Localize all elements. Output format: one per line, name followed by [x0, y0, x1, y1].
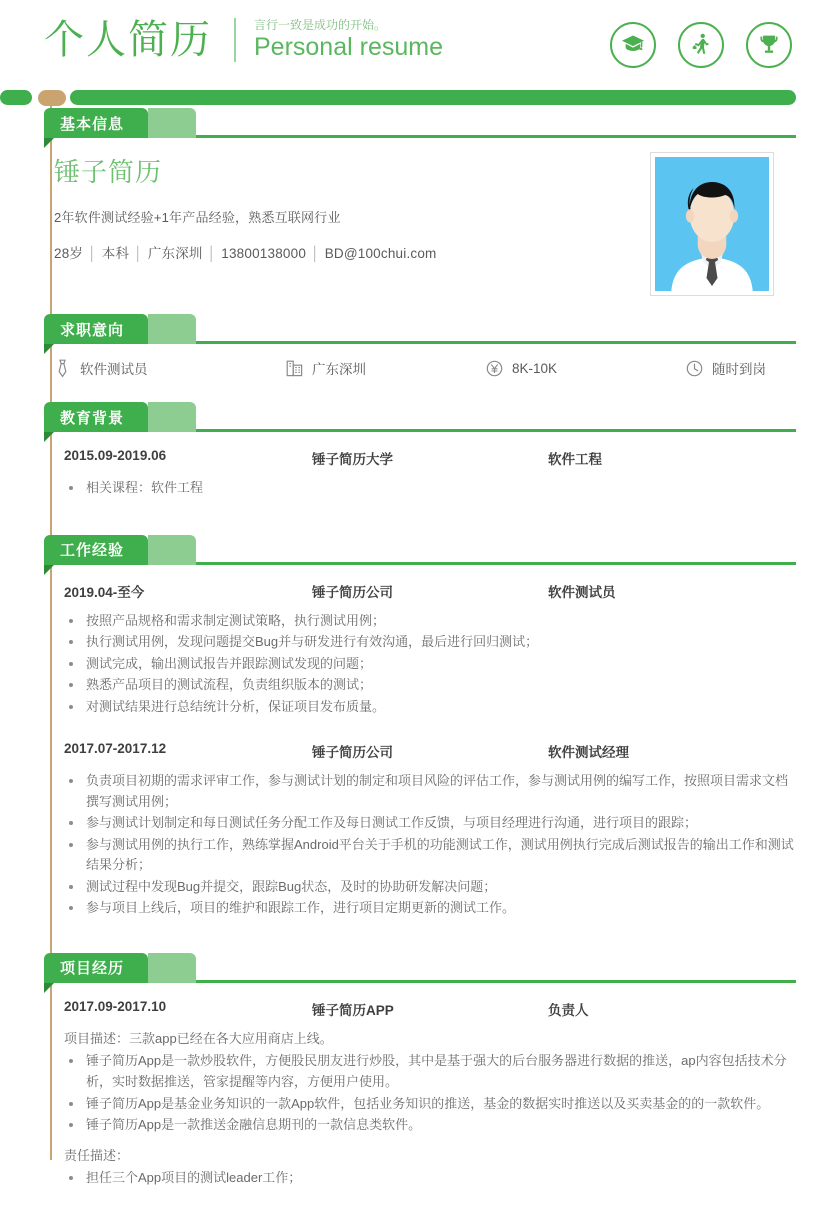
work-entry: [54, 581, 796, 718]
section-header-education: [44, 402, 796, 432]
list-item: 参与项目上线后，项目的维护和跟踪工作，进行项目定期更新的测试工作。: [64, 898, 796, 919]
meta-age: 28岁: [54, 246, 84, 261]
education-body: [44, 432, 796, 515]
section-tab-project: [44, 953, 148, 983]
list-item: 锤子简历App是基金业务知识的一款App软件，包括业务知识的推送，基金的数据实时推送以及买卖基金的的一款软件。: [64, 1094, 796, 1115]
entry-header: [64, 581, 796, 601]
section-tab-notch: [44, 432, 54, 442]
section-tab-basic: [44, 108, 148, 138]
section-tab-label: 项目经历: [60, 960, 125, 978]
tie-icon: [54, 359, 71, 378]
entry-date: 2017.09-2017.10: [64, 998, 167, 1014]
section-tab-accent: [148, 108, 196, 138]
basic-info-body: [44, 138, 796, 296]
list-item: 参与测试用例的执行工作，熟练掌握Android平台关于手机的功能测试工作，测试用例执行完成后测试报告的输出工作和测试结果分析；: [64, 835, 796, 876]
entry-organization: 锤子简历公司: [312, 584, 393, 600]
subtitle-english: Personal resume: [254, 32, 443, 61]
section-work-experience: [44, 535, 796, 935]
section-header-intention: [44, 314, 796, 344]
person-name: 锤子简历: [54, 157, 163, 187]
entry-role: 负责人: [548, 1002, 589, 1018]
meta-phone: 13800138000: [221, 246, 307, 261]
education-bullets: [64, 478, 796, 499]
trophy-icon: [746, 22, 792, 68]
list-item: 测试完成，输出测试报告并跟踪测试发现的问题；: [64, 654, 796, 675]
title-divider: [234, 18, 236, 62]
list-item: 负责项目初期的需求评审工作，参与测试计划的制定和项目风险的评估工作，参与测试用例的编写工作，按照项目需求文档撰写测试用例；: [64, 771, 796, 812]
intention-availability: [686, 358, 766, 378]
avatar: [650, 152, 774, 296]
section-header-project: [44, 953, 796, 983]
entry-organization: 锤子简历大学: [312, 452, 393, 467]
entry-organization: 锤子简历公司: [312, 745, 393, 761]
section-tab-accent: [148, 953, 196, 983]
section-education: [44, 402, 796, 515]
meta-sep: │: [88, 246, 97, 261]
entry-role: 软件测试经理: [548, 745, 629, 761]
brand-subtitle-block: [254, 18, 554, 61]
section-tab-accent: [148, 402, 196, 432]
intention-position-text: 软件测试员: [80, 362, 148, 377]
person-meta: [54, 242, 437, 262]
entry-role: 软件测试员: [548, 584, 616, 600]
clock-icon: [686, 360, 703, 377]
section-project-experience: [44, 953, 796, 1205]
decorative-topbar: [0, 90, 820, 108]
businessman-walking-icon: [678, 22, 724, 68]
section-tab-notch: [44, 983, 54, 993]
intention-city-text: 广东深圳: [312, 362, 366, 377]
work-body: [44, 565, 796, 935]
project-responsibility-label: 责任描述：: [64, 1147, 130, 1163]
header-icon-group: [610, 22, 792, 68]
list-item: 担任三个App项目的测试leader工作；: [64, 1168, 796, 1189]
meta-sep: │: [311, 246, 320, 261]
section-tab-label: 教育背景: [60, 409, 125, 427]
list-item: 参与测试计划制定和每日测试任务分配工作及每日测试工作反馈，与项目经理进行沟通，进行项目的跟踪；: [64, 813, 796, 834]
meta-email: BD@100chui.com: [324, 246, 437, 261]
page-header: [0, 0, 820, 88]
work-entry: [54, 741, 796, 919]
meta-sep: │: [134, 246, 143, 261]
intention-city: [286, 358, 486, 378]
project-body: [44, 983, 796, 1205]
section-header-work: [44, 535, 796, 565]
topbar-tan-dot: [38, 90, 66, 106]
job-intention-row: [44, 344, 796, 386]
project-description-label: 项目描述：三款app已经在各大应用商店上线。: [64, 1030, 333, 1046]
subtitle-chinese: 言行一致是成功的开始。: [254, 18, 387, 33]
project-bullets: [64, 1051, 796, 1135]
section-header-basic: [44, 108, 796, 138]
list-item: 对测试结果进行总结统计分析，保证项目发布质量。: [64, 697, 796, 718]
section-tab-notch: [44, 344, 54, 354]
intention-position: [54, 358, 286, 378]
meta-location: 广东深圳: [147, 246, 203, 261]
list-item: 测试过程中发现Bug并提交，跟踪Bug状态，及时的协助研发解决问题；: [64, 877, 796, 898]
resume-content: [0, 108, 820, 1205]
work-bullets: [64, 771, 796, 919]
section-tab-label: 求职意向: [60, 321, 125, 339]
list-item: 按照产品规格和需求制定测试策略，执行测试用例；: [64, 611, 796, 632]
person-tagline: 2年软件测试经验+1年产品经验，熟悉互联网行业: [54, 210, 341, 225]
entry-spacer: [54, 727, 796, 737]
intention-availability-text: 随时到岗: [712, 362, 766, 377]
entry-header: [64, 741, 796, 761]
entry-header: [64, 999, 796, 1019]
yen-coin-icon: [486, 360, 503, 377]
basic-info-text: [44, 152, 437, 262]
list-item: 相关课程：软件工程: [64, 478, 796, 499]
section-tab-label: 基本信息: [60, 115, 125, 133]
section-tab-work: [44, 535, 148, 565]
list-item: 执行测试用例，发现问题提交Bug并与研发进行有效沟通，最后进行回归测试；: [64, 632, 796, 653]
entry-date: 2015.09-2019.06: [64, 448, 167, 463]
page-title: 个人简历: [44, 18, 212, 62]
intention-salary-text: 8K-10K: [512, 360, 558, 376]
graduation-cap-icon: [610, 22, 656, 68]
work-bullets: [64, 611, 796, 718]
list-item: 锤子简历App是一款炒股软件，方便股民朋友进行炒股，其中是基于强大的后台服务器进行数据的推送，ap内容包括技术分析，实时数据推送，管家提醒等内容，方便用户使用。: [64, 1051, 796, 1092]
entry-organization: 锤子简历APP: [312, 1002, 394, 1018]
list-item: 熟悉产品项目的测试流程，负责组织版本的测试；: [64, 675, 796, 696]
building-icon: [286, 359, 303, 377]
section-tab-notch: [44, 138, 54, 148]
meta-sep: │: [207, 246, 217, 261]
entry-role: 软件工程: [548, 452, 602, 467]
project-responsibility-bullets: [64, 1168, 796, 1189]
section-job-intention: [44, 314, 796, 386]
education-entry: [54, 448, 796, 499]
section-tab-intention: [44, 314, 148, 344]
section-tab-accent: [148, 535, 196, 565]
project-entry: [54, 999, 796, 1189]
entry-date: 2017.07-2017.12: [64, 741, 167, 757]
meta-degree: 本科: [101, 246, 130, 261]
topbar-long-bar: [70, 90, 796, 105]
entry-date: 2019.04-至今: [64, 584, 145, 600]
section-tab-education: [44, 402, 148, 432]
section-basic-info: [44, 108, 796, 296]
section-tab-label: 工作经验: [60, 542, 125, 560]
list-item: 锤子简历App是一款推送金融信息期刊的一款信息类软件。: [64, 1115, 796, 1136]
section-tab-accent: [148, 314, 196, 344]
section-tab-notch: [44, 565, 54, 575]
entry-header: [64, 448, 796, 468]
topbar-stub: [0, 90, 32, 105]
intention-salary: [486, 360, 686, 377]
